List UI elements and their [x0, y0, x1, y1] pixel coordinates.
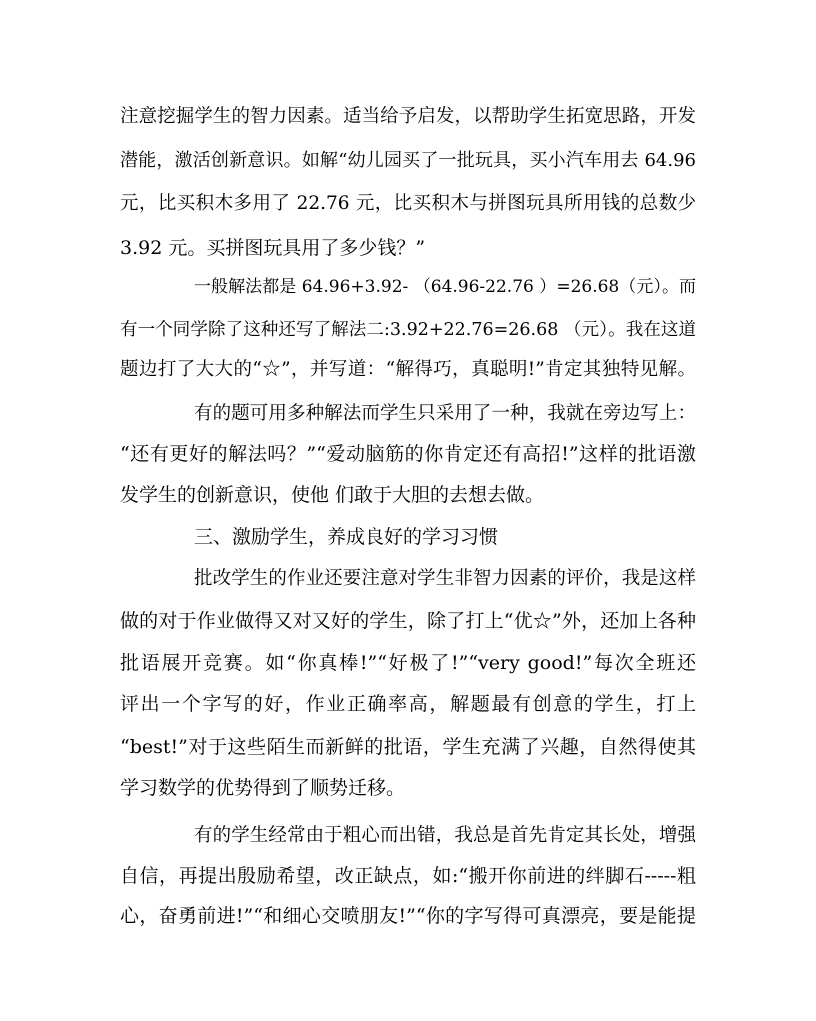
text-line: 注意挖掘学生的智力因素。适当给予启发，以帮助学生拓宽思路，开发: [120, 106, 696, 127]
paragraph-first-line: 有的学生经常由于粗心而出错，我总是首先肯定其长处，增强: [194, 825, 696, 846]
text-line: “best!”对于这些陌生而新鲜的批语，学生充满了兴趣，自然得使其: [120, 736, 696, 758]
text-line: 3.92 元。买拼图玩具用了多少钱？”: [120, 237, 426, 259]
text-line: 评出一个字写的好，作业正确率高，解题最有创意的学生，打上: [120, 693, 696, 715]
paragraph-first-line: 批改学生的作业还要注意对学生非智力因素的评价，我是这样: [194, 568, 696, 589]
text-line: 自信，再提出殷励希望，改正缺点，如:“搬开你前进的绊脚石-----粗: [120, 865, 696, 887]
text-line: 心，奋勇前进!”“和细心交喷朋友!”“你的字写得可真漂亮，要是能提: [120, 905, 696, 927]
paragraph-first-line: 有的题可用多种解法而学生只采用了一种，我就在旁边写上：: [194, 403, 696, 424]
text-line: 元，比买积木多用了 22.76 元，比买积木与拼图玩具所用钱的总数少: [120, 193, 696, 214]
text-line: 发学生的创新意识，使他 们敢于大胆的去想去做。: [120, 484, 545, 506]
text-line: 有一个同学除了这种还写了解法二:3.92+22.76=26.68 （元）。我在这道: [120, 320, 696, 340]
text-line: 做的对于作业做得又对又好的学生，除了打上“优☆”外，还加上各种: [120, 610, 696, 632]
text-line: 题边打了大大的“☆”，并写道：“解得巧，真聪明!”肯定其独特见解。: [120, 359, 696, 380]
text-line: 批语展开竞赛。如“你真棒!”“好极了!”“very good!”每次全班还: [120, 652, 696, 674]
paragraph-first-line: 一般解法都是 64.96+3.92- （64.96-22.76 ）=26.68（元）。而: [194, 277, 696, 297]
text-line: 潜能，激活创新意识。如解“幼儿园买了一批玩具，买小汽车用去 64.96: [120, 150, 696, 171]
section-heading: 三、激励学生，养成良好的学习习惯: [194, 526, 499, 548]
text-line: “还有更好的解法吗？”“爱动脑筋的你肯定还有高招!”这样的批语激: [120, 443, 696, 465]
text-line: 学习数学的优势得到了顺势迁移。: [120, 777, 406, 799]
